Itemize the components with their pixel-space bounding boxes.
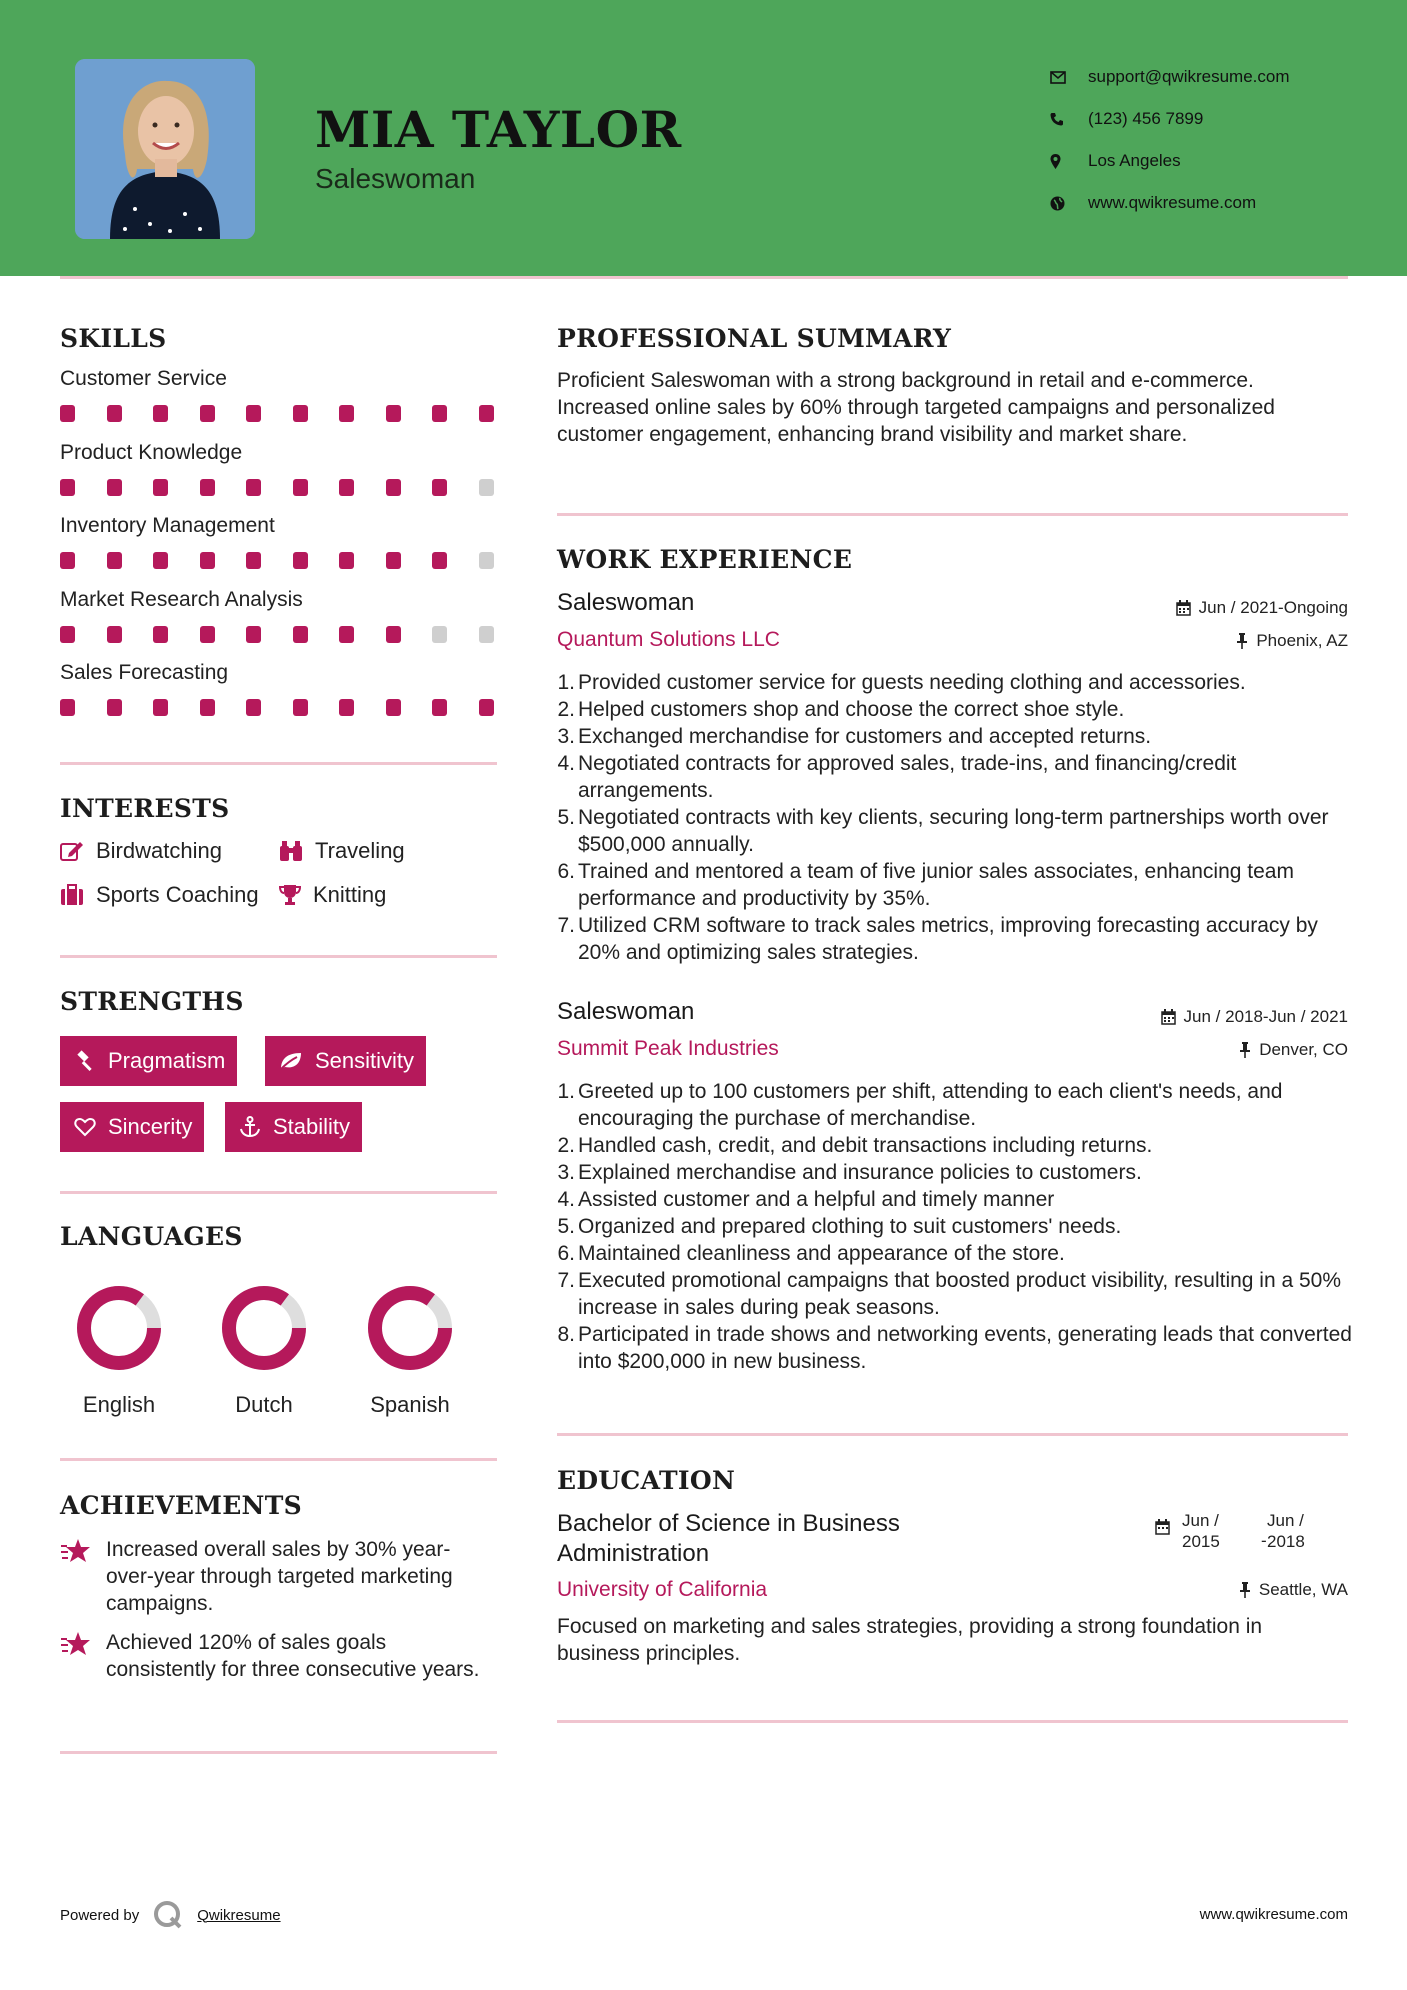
rating-dot-filled xyxy=(153,626,168,643)
job-location: Phoenix, AZ xyxy=(1236,631,1348,651)
job-duties-list xyxy=(557,669,1357,966)
degree-title: Bachelor of Science in Business Administration xyxy=(557,1510,900,1567)
footer-powered-by: Powered by Qwikresume xyxy=(60,1900,281,1930)
rating-dot-filled xyxy=(432,479,447,496)
edit-icon xyxy=(60,840,84,862)
contact-email[interactable]: support@qwikresume.com xyxy=(1050,56,1290,98)
duty-number: 7. xyxy=(557,1269,575,1292)
duty-item xyxy=(557,1321,1357,1375)
rating-dot-filled xyxy=(153,699,168,716)
duty-text: Explained merchandise and insurance policies to customers. xyxy=(578,1161,1142,1184)
job-title: Saleswoman xyxy=(557,998,695,1025)
header-divider xyxy=(60,276,1348,279)
skill-rating xyxy=(60,699,525,716)
rating-dot-filled xyxy=(246,626,261,643)
rating-dot-filled xyxy=(200,405,215,422)
pin-icon xyxy=(1236,633,1248,649)
rating-dot-filled xyxy=(246,552,261,569)
rating-dot-filled xyxy=(432,552,447,569)
calendar-icon xyxy=(1161,1009,1176,1025)
strength-badge: Stability xyxy=(225,1102,362,1152)
rating-dot-filled xyxy=(60,405,75,422)
pin-icon xyxy=(1239,1582,1251,1598)
star-icon xyxy=(60,1631,92,1657)
rating-dot-filled xyxy=(246,699,261,716)
duty-text: Assisted customer and a helpful and timely manner xyxy=(578,1188,1055,1211)
company-name: Summit Peak Industries xyxy=(557,1037,779,1060)
skill-name: Product Knowledge xyxy=(60,440,243,464)
footer-website[interactable]: www.qwikresume.com xyxy=(1199,1906,1348,1923)
contact-list xyxy=(1050,56,1290,224)
rating-dot-filled xyxy=(386,479,401,496)
education-heading: EDUCATION xyxy=(557,1466,736,1495)
languages-heading: LANGUAGES xyxy=(60,1222,243,1251)
duty-item xyxy=(557,669,1357,696)
rating-dot-filled xyxy=(386,626,401,643)
duty-item xyxy=(557,1132,1357,1159)
education-description: Focused on marketing and sales strategies, providing a strong foundation in business principles. xyxy=(557,1615,1263,1665)
duty-number: 7. xyxy=(557,914,575,937)
rating-dot-filled xyxy=(107,699,122,716)
rating-dot-filled xyxy=(107,405,122,422)
rating-dot-filled xyxy=(246,479,261,496)
language-label: Dutch xyxy=(235,1392,293,1417)
rating-dot-filled xyxy=(339,479,354,496)
rating-dot-filled xyxy=(293,479,308,496)
summary-divider xyxy=(557,513,1348,516)
rating-dot-filled xyxy=(153,405,168,422)
skill-name: Sales Forecasting xyxy=(60,661,229,684)
duty-text: Helped customers shop and choose the correct shoe style. xyxy=(578,698,1125,721)
language-label: Spanish xyxy=(370,1392,450,1417)
star-icon xyxy=(60,1538,92,1564)
phone-icon xyxy=(1050,112,1088,126)
rating-dot-filled xyxy=(293,552,308,569)
duty-item xyxy=(557,1078,1357,1132)
company-name: Quantum Solutions LLC xyxy=(557,628,780,651)
education-divider xyxy=(557,1720,1348,1723)
experience-divider xyxy=(557,1433,1348,1436)
duty-item xyxy=(557,1213,1357,1240)
rating-dot-filled xyxy=(60,626,75,643)
rating-dot-filled xyxy=(107,552,122,569)
language-item xyxy=(54,1283,184,1418)
rating-dot-filled xyxy=(60,552,75,569)
school-name: University of California xyxy=(557,1578,768,1601)
rating-dot-filled xyxy=(60,479,75,496)
skill-rating xyxy=(60,405,525,422)
duty-text: Trained and mentored a team of five junior sales associates, enhancing team performance and productivity by 35%. xyxy=(578,860,1294,910)
duty-number: 3. xyxy=(557,725,575,748)
education-date-end: Jun / 2018 xyxy=(1267,1511,1305,1551)
rating-dot-empty xyxy=(479,479,494,496)
rating-dot-filled xyxy=(107,626,122,643)
contact-phone[interactable]: (123) 456 7899 xyxy=(1050,98,1290,140)
strengths-heading: STRENGTHS xyxy=(60,987,244,1016)
achievements-divider xyxy=(60,1751,497,1754)
trophy-icon xyxy=(279,884,301,906)
rating-dot-filled xyxy=(200,626,215,643)
duty-number: 5. xyxy=(557,1215,575,1238)
duty-text: Organized and prepared clothing to suit customers' needs. xyxy=(578,1215,1122,1238)
interest-item: Knitting xyxy=(279,882,386,908)
duty-text: Maintained cleanliness and appearance of the store. xyxy=(578,1242,1065,1265)
interest-item: Traveling xyxy=(279,838,405,864)
duty-text: Exchanged merchandise for customers and accepted returns. xyxy=(578,725,1152,748)
strength-badge: Pragmatism xyxy=(60,1036,237,1086)
rating-dot-empty xyxy=(479,626,494,643)
rating-dot-filled xyxy=(246,405,261,422)
rating-dot-empty xyxy=(432,626,447,643)
education-date-separator: - xyxy=(1261,1531,1267,1550)
rating-dot-filled xyxy=(339,405,354,422)
skills-heading: SKILLS xyxy=(60,324,167,353)
language-proficiency-ring xyxy=(365,1283,455,1373)
skill-rating xyxy=(60,626,525,643)
skill-name: Customer Service xyxy=(60,367,227,390)
rating-dot-filled xyxy=(200,479,215,496)
rating-dot-filled xyxy=(293,626,308,643)
rating-dot-filled xyxy=(339,626,354,643)
strengths-divider xyxy=(60,1191,497,1194)
duty-text: Negotiated contracts for approved sales, trade-ins, and financing/credit arrangements. xyxy=(578,752,1237,802)
pin-icon xyxy=(1239,1042,1251,1058)
binoculars-icon xyxy=(279,840,303,862)
duty-number: 8. xyxy=(557,1323,575,1346)
duty-item xyxy=(557,1240,1357,1267)
rating-dot-filled xyxy=(293,699,308,716)
duty-item xyxy=(557,1159,1357,1186)
rating-dot-filled xyxy=(107,479,122,496)
interest-item: Sports Coaching xyxy=(60,882,259,908)
job-location: Denver, CO xyxy=(1239,1040,1348,1060)
duty-item xyxy=(557,1186,1357,1213)
interest-item: Birdwatching xyxy=(60,838,222,864)
skills-divider xyxy=(60,762,497,765)
language-proficiency-ring xyxy=(219,1283,309,1373)
achievement-item: Increased overall sales by 30% year-over-year through targeted marketing campaigns. xyxy=(60,1536,490,1617)
duty-item xyxy=(557,912,1357,966)
rating-dot-filled xyxy=(479,405,494,422)
rating-dot-filled xyxy=(153,479,168,496)
briefcase-icon xyxy=(60,884,84,906)
rating-dot-filled xyxy=(60,699,75,716)
qwikresume-logo-icon xyxy=(153,1900,183,1930)
rating-dot-filled xyxy=(339,552,354,569)
duty-text: Negotiated contracts with key clients, securing long-term partnerships worth over $500,000 annually. xyxy=(578,806,1329,856)
duty-item xyxy=(557,1267,1357,1321)
duty-number: 4. xyxy=(557,1188,575,1211)
anchor-icon xyxy=(239,1116,261,1138)
duty-item xyxy=(557,750,1357,804)
duty-number: 2. xyxy=(557,698,575,721)
rating-dot-empty xyxy=(479,552,494,569)
skill-rating xyxy=(60,552,525,569)
candidate-title: Saleswoman xyxy=(315,163,476,194)
summary-heading: PROFESSIONAL SUMMARY xyxy=(557,324,952,353)
rating-dot-filled xyxy=(432,699,447,716)
job-duties-list xyxy=(557,1078,1357,1375)
rating-dot-filled xyxy=(386,699,401,716)
duty-text: Executed promotional campaigns that boosted product visibility, resulting in a 50% increase in sales during peak seasons. xyxy=(578,1269,1342,1319)
location-icon xyxy=(1050,154,1088,169)
job-date: Jun / 2021-Ongoing xyxy=(1176,598,1348,618)
duty-text: Participated in trade shows and networking events, generating leads that converted into $200,000 in new business. xyxy=(578,1323,1352,1373)
strength-badge: Sensitivity xyxy=(265,1036,426,1086)
duty-number: 6. xyxy=(557,1242,575,1265)
duty-item xyxy=(557,858,1357,912)
duty-item xyxy=(557,696,1357,723)
contact-location: Los Angeles xyxy=(1050,140,1290,182)
education-date-start: Jun / 2015 xyxy=(1182,1511,1220,1551)
interests-divider xyxy=(60,955,497,958)
rating-dot-filled xyxy=(386,552,401,569)
leaf-icon xyxy=(279,1051,303,1071)
profile-photo xyxy=(75,59,255,239)
duty-number: 6. xyxy=(557,860,575,883)
skill-name: Inventory Management xyxy=(60,514,275,537)
education-location: Seattle, WA xyxy=(1239,1580,1348,1600)
rating-dot-filled xyxy=(432,405,447,422)
education-date-icon xyxy=(1155,1519,1170,1540)
duty-number: 5. xyxy=(557,806,575,829)
duty-number: 2. xyxy=(557,1134,575,1157)
interests-heading: INTERESTS xyxy=(60,794,230,823)
calendar-icon xyxy=(1155,1519,1170,1535)
duty-text: Utilized CRM software to track sales metrics, improving forecasting accuracy by 20% and optimizing sales strategies. xyxy=(578,914,1318,964)
email-icon xyxy=(1050,71,1088,84)
heart-icon xyxy=(74,1117,96,1137)
skill-name: Market Research Analysis xyxy=(60,587,303,611)
achievement-item: Achieved 120% of sales goals consistently for three consecutive years. xyxy=(60,1629,490,1683)
rating-dot-filled xyxy=(479,699,494,716)
job-title: Saleswoman xyxy=(557,589,695,616)
duty-number: 4. xyxy=(557,752,575,775)
language-item xyxy=(345,1283,475,1418)
strength-badge: Sincerity xyxy=(60,1102,204,1152)
contact-website[interactable]: www.qwikresume.com xyxy=(1050,182,1290,224)
duty-item xyxy=(557,723,1357,750)
language-item xyxy=(199,1283,329,1418)
duty-text: Provided customer service for guests needing clothing and accessories. xyxy=(578,671,1246,694)
duty-text: Handled cash, credit, and debit transactions including returns. xyxy=(578,1134,1153,1157)
gavel-icon xyxy=(74,1050,96,1072)
achievements-heading: ACHIEVEMENTS xyxy=(60,1491,302,1520)
language-label: English xyxy=(82,1392,156,1417)
rating-dot-filled xyxy=(200,699,215,716)
languages-divider xyxy=(60,1458,497,1461)
duty-text: Greeted up to 100 customers per shift, attending to each client's needs, and encouraging the purchase of merchandise. xyxy=(578,1080,1283,1130)
rating-dot-filled xyxy=(386,405,401,422)
globe-icon xyxy=(1050,196,1088,211)
rating-dot-filled xyxy=(200,552,215,569)
duty-number: 3. xyxy=(557,1161,575,1184)
job-date: Jun / 2018-Jun / 2021 xyxy=(1161,1007,1348,1027)
duty-number: 1. xyxy=(557,1080,575,1103)
summary-text: Proficient Saleswoman with a strong background in retail and e-commerce. Increased online sales by 60% through targeted campaigns and personalized customer engagement, enhancing brand visibility and market share. xyxy=(557,369,1275,446)
calendar-icon xyxy=(1176,600,1191,616)
qwikresume-link[interactable]: Qwikresume xyxy=(197,1906,281,1924)
duty-number: 1. xyxy=(557,671,575,694)
candidate-name: MIA TAYLOR xyxy=(315,100,682,159)
language-proficiency-ring xyxy=(74,1283,164,1373)
rating-dot-filled xyxy=(153,552,168,569)
header-banner xyxy=(0,0,1407,276)
rating-dot-filled xyxy=(339,699,354,716)
experience-heading: WORK EXPERIENCE xyxy=(557,545,853,574)
skill-rating xyxy=(60,479,525,496)
duty-item xyxy=(557,804,1357,858)
rating-dot-filled xyxy=(293,405,308,422)
